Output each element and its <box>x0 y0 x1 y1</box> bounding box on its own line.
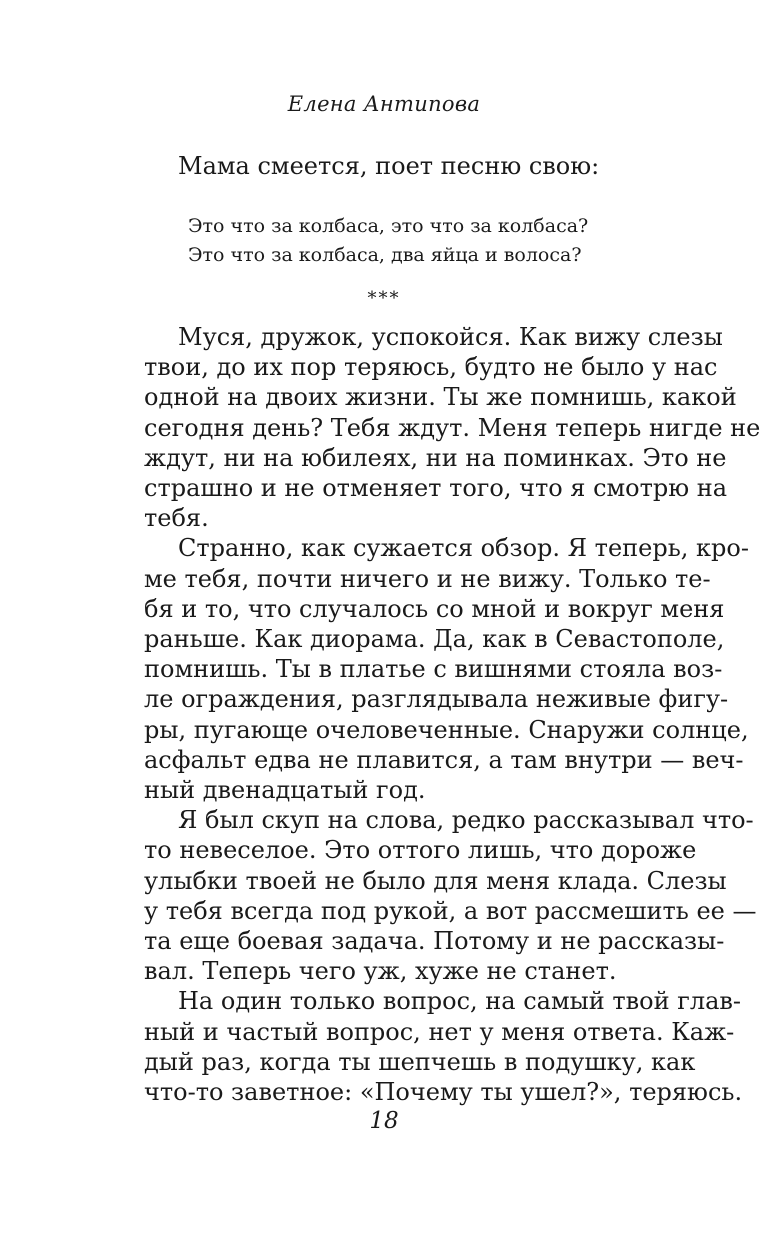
text-line: бя и то, что случалось со мной и вокруг меня <box>144 594 725 623</box>
text-line: у тебя всегда под рукой, а вот рассмешить ее — <box>144 896 757 925</box>
text-line: одной на двоих жизни. Ты же помнишь, какой <box>144 383 737 412</box>
text-line: та еще боевая задача. Потому и не рассказы- <box>144 927 725 956</box>
text-line: раньше. Как диорама. Да, как в Севастополе, <box>144 625 725 654</box>
text-line: что-то заветное: «Почему ты ушел?», теряюсь. <box>144 1078 743 1107</box>
text-line: ме тебя, почти ничего и не вижу. Только те- <box>144 564 711 593</box>
body-text <box>144 322 761 1107</box>
page-number: 18 <box>369 1108 399 1134</box>
text-line: асфальт едва не плавится, а там внутри — веч- <box>144 745 744 774</box>
paragraph <box>144 322 761 533</box>
verse-line: Это что за колбаса, это что за колбаса? <box>188 215 589 237</box>
text-line: улыбки твоей не было для меня клада. Слезы <box>144 866 727 895</box>
text-line: Муся, дружок, успокойся. Как вижу слезы <box>178 323 723 351</box>
verse-line: Это что за колбаса, два яйца и волоса? <box>188 244 582 266</box>
text-line: сегодня день? Тебя ждут. Меня теперь нигде не <box>144 413 761 442</box>
text-line: Странно, как сужается обзор. Я теперь, кро- <box>178 534 749 563</box>
running-head-author: Елена Антипова <box>287 92 481 116</box>
paragraph <box>144 805 757 986</box>
text-line: ле ограждения, разглядывала неживые фигу- <box>144 685 729 714</box>
lead-line: Мама смеется, поет песню свою: <box>178 152 600 180</box>
text-line: то невеселое. Это оттого лишь, что дороже <box>144 836 697 865</box>
text-line: дый раз, когда ты шепчешь в подушку, как <box>144 1047 696 1076</box>
text-line: помнишь. Ты в платье с вишнями стояла воз- <box>144 655 723 684</box>
text-line: тебя. <box>144 504 209 533</box>
paragraph <box>144 986 743 1107</box>
section-separator: *** <box>367 288 401 309</box>
text-line: вал. Теперь чего уж, хуже не станет. <box>144 957 617 986</box>
text-line: страшно и не отменяет того, что я смотрю на <box>144 474 728 503</box>
text-line: На один только вопрос, на самый твой глав- <box>178 987 741 1016</box>
text-line: ры, пугающе очеловеченные. Снаружи солнце, <box>144 715 749 744</box>
paragraph <box>144 533 749 805</box>
text-line: ный и частый вопрос, нет у меня ответа. Каж- <box>144 1017 735 1046</box>
verse-block <box>188 212 648 270</box>
text-line: Я был скуп на слова, редко рассказывал что- <box>178 806 754 835</box>
text-line: ный двенадцатый год. <box>144 776 426 805</box>
text-line: ждут, ни на юбилеях, ни на поминках. Это не <box>144 443 727 472</box>
text-line: твои, до их пор теряюсь, будто не было у нас <box>144 353 718 382</box>
